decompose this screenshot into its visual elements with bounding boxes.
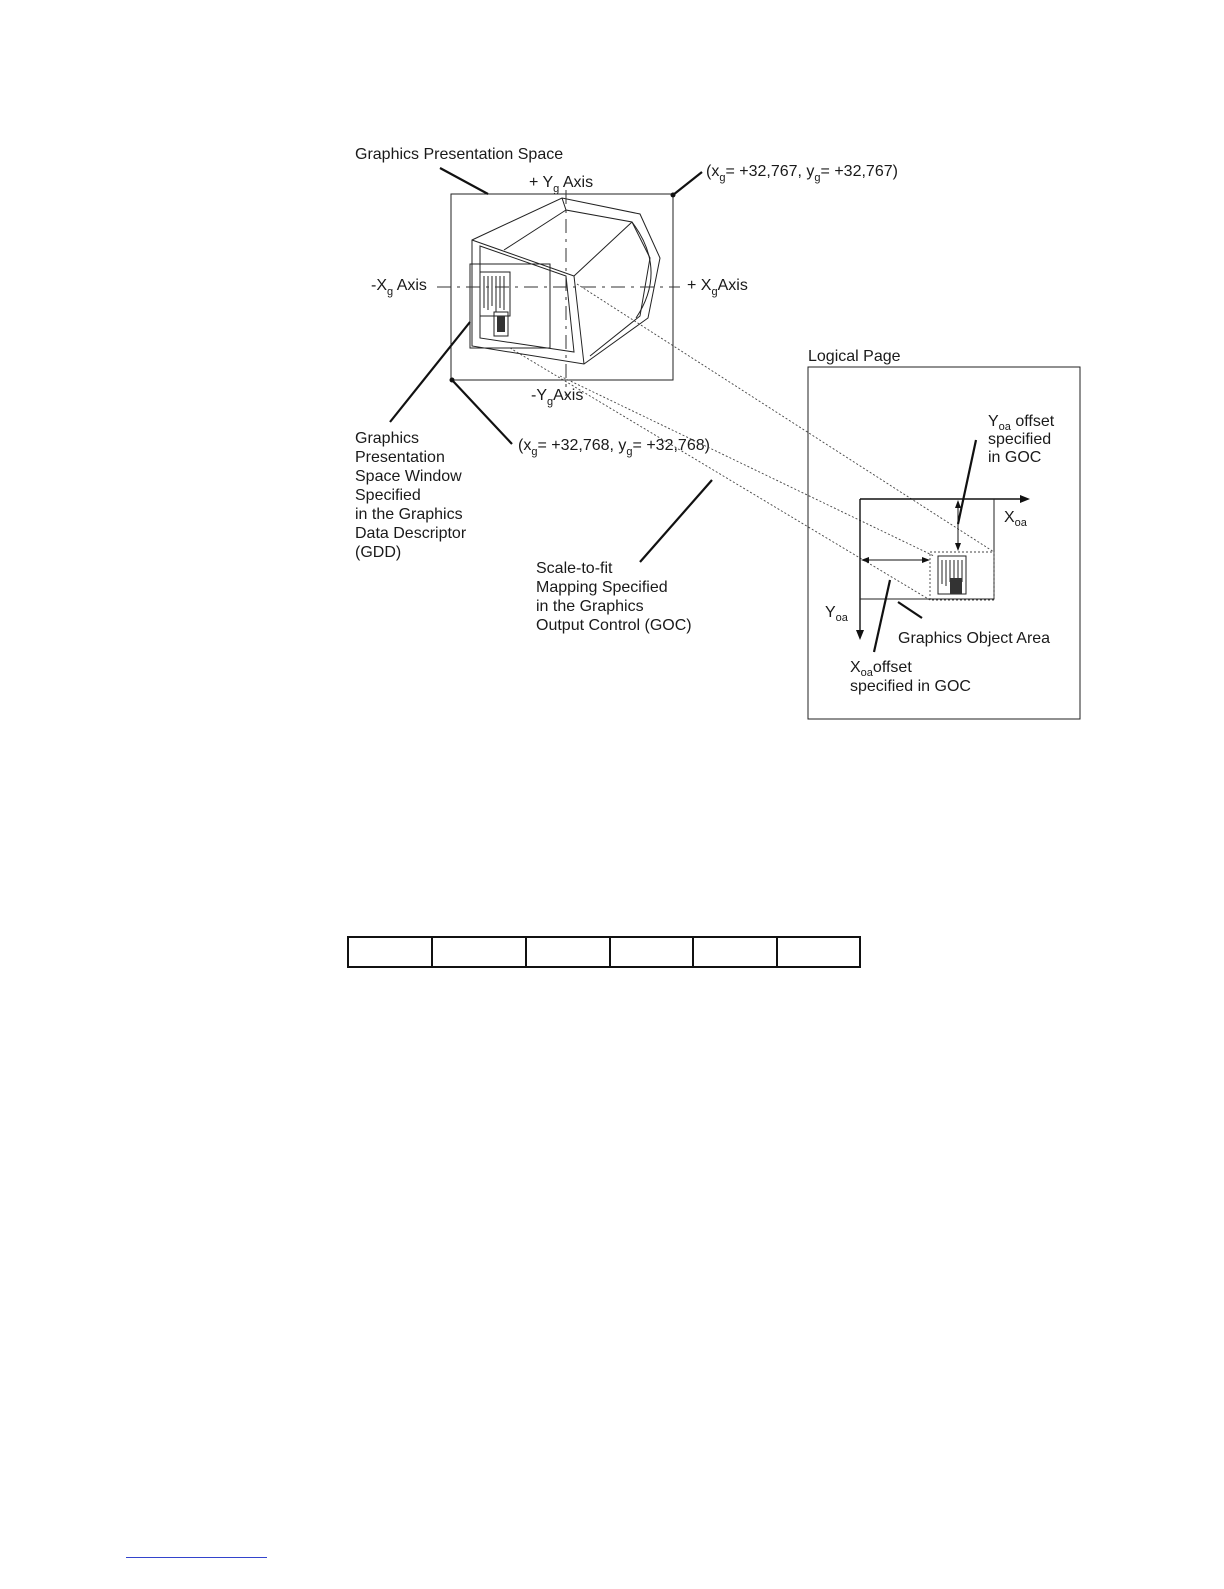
table-cell [778, 938, 859, 966]
xoa-axis-arrow [860, 495, 1030, 503]
plus-x-axis-label: + $X_gAxis$ [687, 277, 748, 298]
svg-text:Space Window: Space Window [355, 468, 462, 485]
yoa-offset-label: $Y_{oa}$ offset [988, 413, 1055, 433]
svg-text:Mapping Specified: Mapping Specified [536, 579, 668, 596]
table-cell [433, 938, 527, 966]
presentation-space-title: Graphics Presentation Space [355, 146, 564, 163]
window-note [355, 430, 467, 561]
mapping-note [536, 560, 692, 634]
minus-y-axis-label: $-Y_gAxis$ [531, 387, 584, 408]
table-cell [694, 938, 778, 966]
window-note-leader [390, 322, 470, 422]
xoa-offset-dimension [861, 557, 930, 563]
page-region-outline [860, 499, 994, 599]
mapping-note-leader [640, 480, 712, 562]
xoa-offset-leader [874, 580, 890, 652]
footer-rule [126, 1557, 267, 1558]
table-cell [611, 938, 694, 966]
svg-text:Output Control (GOC): Output Control (GOC) [536, 617, 692, 634]
monitor-illustration [470, 198, 660, 364]
yoa-offset-dimension [955, 500, 961, 551]
table-cell [527, 938, 611, 966]
xoa-axis-label: $X_{oa}$ [1004, 509, 1027, 529]
top-right-coordinate: ($x_g= +32,767$, $y_g= +32,767$) [706, 163, 898, 184]
minus-x-axis-label: $-X_g$ Axis [371, 277, 427, 298]
object-area-label: Graphics Object Area [898, 630, 1051, 647]
svg-text:Presentation: Presentation [355, 449, 445, 466]
yoa-offset-line2: specified [988, 431, 1052, 448]
yoa-axis-arrow [856, 499, 864, 640]
logical-page-title: Logical Page [808, 348, 901, 365]
top-corner-leader [673, 172, 702, 195]
yoa-offset-line3: in GOC [988, 449, 1042, 466]
svg-text:Data Descriptor: Data Descriptor [355, 525, 467, 542]
svg-text:in the Graphics: in the Graphics [536, 598, 644, 615]
object-area-leader [898, 602, 922, 618]
object-area-content [938, 556, 966, 594]
plus-y-axis-label: + $Y_g$ Axis [529, 174, 594, 195]
title-leader-line [440, 168, 488, 194]
bottom-left-coordinate: ($x_g= +32,768$, $y_g= +32,768$) [518, 437, 710, 458]
svg-text:Graphics: Graphics [355, 430, 420, 447]
xoa-offset-label: $X_{oa}offset$ [850, 659, 912, 679]
empty-table-strip [347, 936, 861, 968]
xoa-offset-line2: specified in GOC [850, 678, 971, 695]
yoa-axis-label: $Y_{oa}$ [825, 604, 848, 624]
svg-text:Specified: Specified [355, 487, 421, 504]
bottom-corner-leader [452, 380, 512, 444]
svg-text:Scale-to-fit: Scale-to-fit [536, 560, 613, 577]
table-cell [349, 938, 433, 966]
svg-text:(GDD): (GDD) [355, 544, 402, 561]
svg-text:in the Graphics: in the Graphics [355, 506, 463, 523]
yoa-offset-leader [958, 440, 976, 524]
